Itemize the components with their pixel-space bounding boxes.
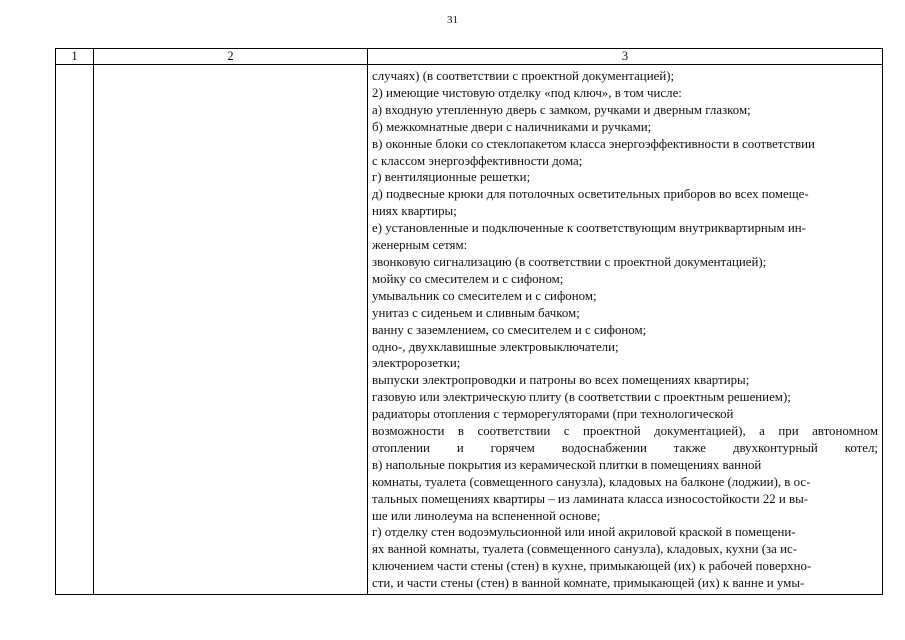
column-header-1: 1: [56, 49, 94, 65]
text-line: умывальник со смесителем и с сифоном;: [372, 288, 597, 303]
column-header-3: 3: [368, 49, 883, 65]
column-header-2: 2: [94, 49, 368, 65]
table-header-row: [56, 49, 883, 65]
text-line: тальных помещениях квартиры – из ламината класса износостойкости 22 и вы-: [372, 491, 809, 506]
text-line: с классом энергоэффективности дома;: [372, 153, 583, 168]
text-line: ванну с заземлением, со смесителем и с сифоном;: [372, 322, 647, 337]
text-line: г) вентиляционные решетки;: [372, 170, 531, 185]
text-line: ях ванной комнаты, туалета (совмещенного санузла), кладовых, кухни (за ис-: [372, 542, 797, 557]
text-line: ше или линолеума на вспененной основе;: [372, 508, 601, 523]
text-line: мойку со смесителем и с сифоном;: [372, 271, 564, 286]
text-line: а) входную утепленную дверь с замком, ручками и дверным глазком;: [372, 102, 751, 117]
page-number: 31: [447, 14, 458, 26]
text-line: одно-, двухклавишные электровыключатели;: [372, 339, 619, 354]
text-line: возможности в соответствии с проектной документацией), а при автономном: [372, 424, 878, 439]
column-2-cell: [94, 65, 368, 595]
text-line: в) напольные покрытия из керамической плитки в помещениях ванной: [372, 457, 762, 472]
text-line: е) установленные и подключенные к соответствующим внутриквартирным ин-: [372, 221, 806, 236]
text-line: отоплении и горячем водоснабжении также двухконтурный котел;: [372, 440, 878, 455]
text-line: 2) имеющие чистовую отделку «под ключ», в том числе:: [372, 85, 682, 100]
text-line: женерным сетям:: [372, 238, 468, 253]
text-line: сти, и части стены (стен) в ванной комнате, примыкающей (их) к ванне и умы-: [372, 576, 805, 591]
text-line: радиаторы отопления с терморегуляторами (при технологической: [372, 407, 734, 422]
text-line: электророзетки;: [372, 356, 461, 371]
text-line: комнаты, туалета (совмещенного санузла), кладовых на балконе (лоджии), в ос-: [372, 474, 811, 489]
text-line: выпуски электропроводки и патроны во всех помещениях квартиры;: [372, 373, 750, 388]
text-line: в) оконные блоки со стеклопакетом класса энергоэффективности в соответствии: [372, 136, 815, 151]
text-line: ключением части стены (стен) в кухне, примыкающей (их) к рабочей поверхно-: [372, 559, 812, 574]
text-line: б) межкомнатные двери с наличниками и ручками;: [372, 119, 652, 134]
text-line: газовую или электрическую плиту (в соответствии с проектным решением);: [372, 390, 791, 405]
column-1-cell: [56, 65, 94, 595]
column-3-cell: [368, 65, 883, 595]
text-line: д) подвесные крюки для потолочных осветительных приборов во всех помеще-: [372, 187, 809, 202]
table-row: [56, 65, 883, 595]
document-table: [55, 48, 883, 595]
text-line: унитаз с сиденьем и сливным бачком;: [372, 305, 580, 320]
text-line: г) отделку стен водоэмульсионной или иной акриловой краской в помещени-: [372, 525, 796, 540]
text-line: звонковую сигнализацию (в соответствии с проектной документацией);: [372, 254, 767, 269]
text-line: случаях) (в соответствии с проектной документацией);: [372, 69, 675, 83]
text-line: ниях квартиры;: [372, 204, 457, 219]
column-3-text: [372, 68, 878, 592]
